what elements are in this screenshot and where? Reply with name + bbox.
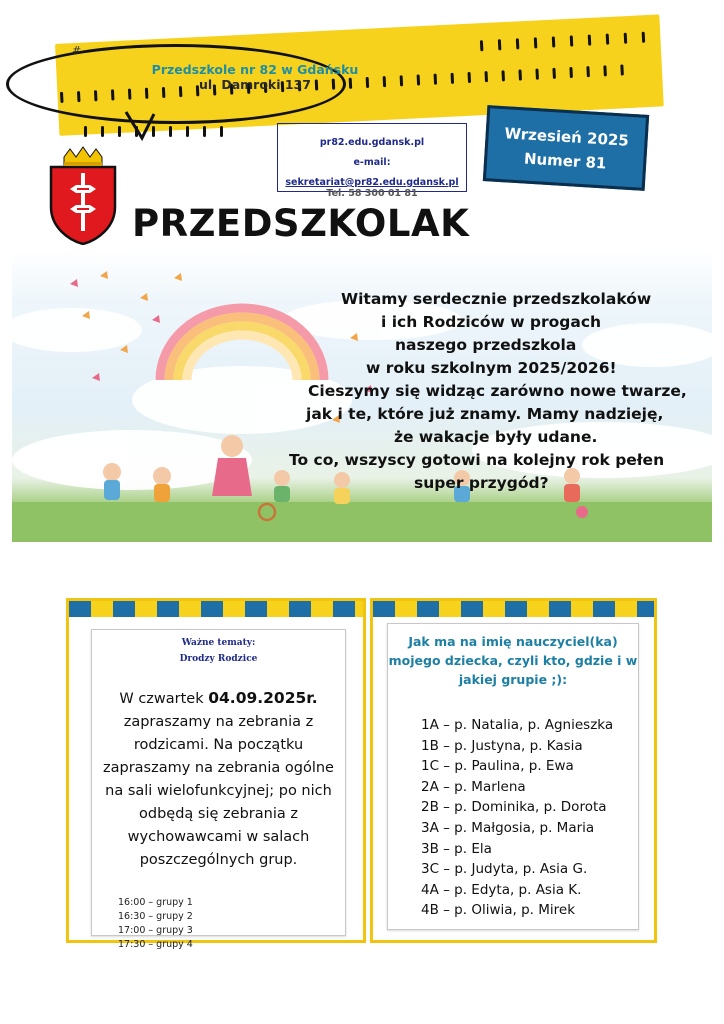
group-item: 2B – p. Dominika, p. Dorota	[421, 799, 607, 816]
group-item: 4B – p. Oliwia, p. Mirek	[421, 902, 576, 919]
hash-mark: #	[72, 44, 82, 57]
meeting-text-after: zapraszamy na zebrania z rodzicami. Na początku zapraszamy na zebrania ogólne na sali wielofunkcyjnej; po nich odbędą się zebrania z wychowawcami w salach poszczególnych grup.	[103, 714, 334, 868]
school-address: ul. Damroki 137	[199, 77, 311, 92]
welcome-message	[12, 288, 712, 495]
teachers-card	[387, 623, 639, 930]
welcome-line: To co, wszyscy gotowi na kolejny rok pełen	[289, 451, 665, 469]
meeting-text-before: W czwartek	[119, 691, 209, 707]
welcome-line: jak i te, które już znamy. Mamy nadzieję,	[306, 405, 664, 423]
issue-month: Wrzesień 2025	[503, 124, 630, 150]
topics-title: Ważne tematy:	[181, 638, 256, 648]
gdansk-crest-icon	[48, 145, 118, 245]
email-link[interactable]: sekretariat@pr82.edu.gdansk.pl	[285, 177, 459, 188]
welcome-line: super przygód?	[414, 474, 549, 492]
schedule-item: 16:30 – grupy 2	[118, 911, 193, 922]
school-name-block	[140, 62, 370, 92]
issue-box	[483, 105, 649, 191]
school-name: Przedszkole nr 82 w Gdańsku	[151, 62, 359, 77]
group-item: 2A – p. Marlena	[421, 778, 526, 795]
schedule-item: 17:30 – grupy 4	[118, 939, 193, 950]
teachers-list	[421, 715, 638, 921]
group-item: 1A – p. Natalia, p. Agnieszka	[421, 717, 614, 733]
group-item: 1B – p. Justyna, p. Kasia	[421, 737, 583, 754]
masthead-title: PRZEDSZKOLAK	[132, 202, 470, 245]
meeting-schedule	[118, 896, 345, 952]
group-item: 3B – p. Ela	[421, 840, 492, 857]
teachers-title: Jak ma na imię nauczyciel(ka) mojego dziecka, czyli kto, gdzie i w jakiej grupie ;):	[388, 634, 638, 687]
meeting-date: 04.09.2025r.	[208, 689, 318, 707]
issue-number: Numer 81	[523, 149, 607, 173]
meetings-panel	[66, 598, 366, 950]
welcome-line: i ich Rodziców w progach	[381, 313, 602, 331]
welcome-line: naszego przedszkola	[395, 336, 577, 354]
welcome-line: w roku szkolnym 2025/2026!	[366, 359, 617, 377]
schedule-item: 16:00 – grupy 1	[118, 897, 193, 908]
speech-bubble-tail	[120, 108, 160, 148]
group-item: 1C – p. Paulina, p. Ewa	[421, 758, 574, 775]
welcome-line: Cieszymy się widząc zarówno nowe twarze,	[308, 382, 687, 400]
topics-heading	[92, 635, 345, 667]
schedule-item: 17:00 – grupy 3	[118, 925, 193, 936]
teachers-panel	[370, 598, 657, 943]
welcome-line: że wakacje były udane.	[394, 428, 598, 446]
contact-box	[277, 123, 467, 192]
group-item: 3A – p. Małgosia, p. Maria	[421, 819, 595, 836]
checkered-border	[69, 601, 363, 617]
email-label: e-mail:	[353, 157, 391, 168]
checkered-border	[373, 601, 654, 617]
phone-number: Tel. 58 300 01 81	[326, 188, 418, 199]
group-item: 3C – p. Judyta, p. Asia G.	[421, 861, 588, 878]
topics-subtitle: Drodzy Rodzice	[179, 654, 258, 664]
welcome-line: Witamy serdecznie przedszkolaków	[341, 290, 652, 308]
group-item: 4A – p. Edyta, p. Asia K.	[421, 881, 582, 898]
website-link[interactable]: pr82.edu.gdansk.pl	[319, 137, 425, 148]
meetings-card	[91, 629, 346, 950]
meeting-text	[100, 687, 337, 872]
